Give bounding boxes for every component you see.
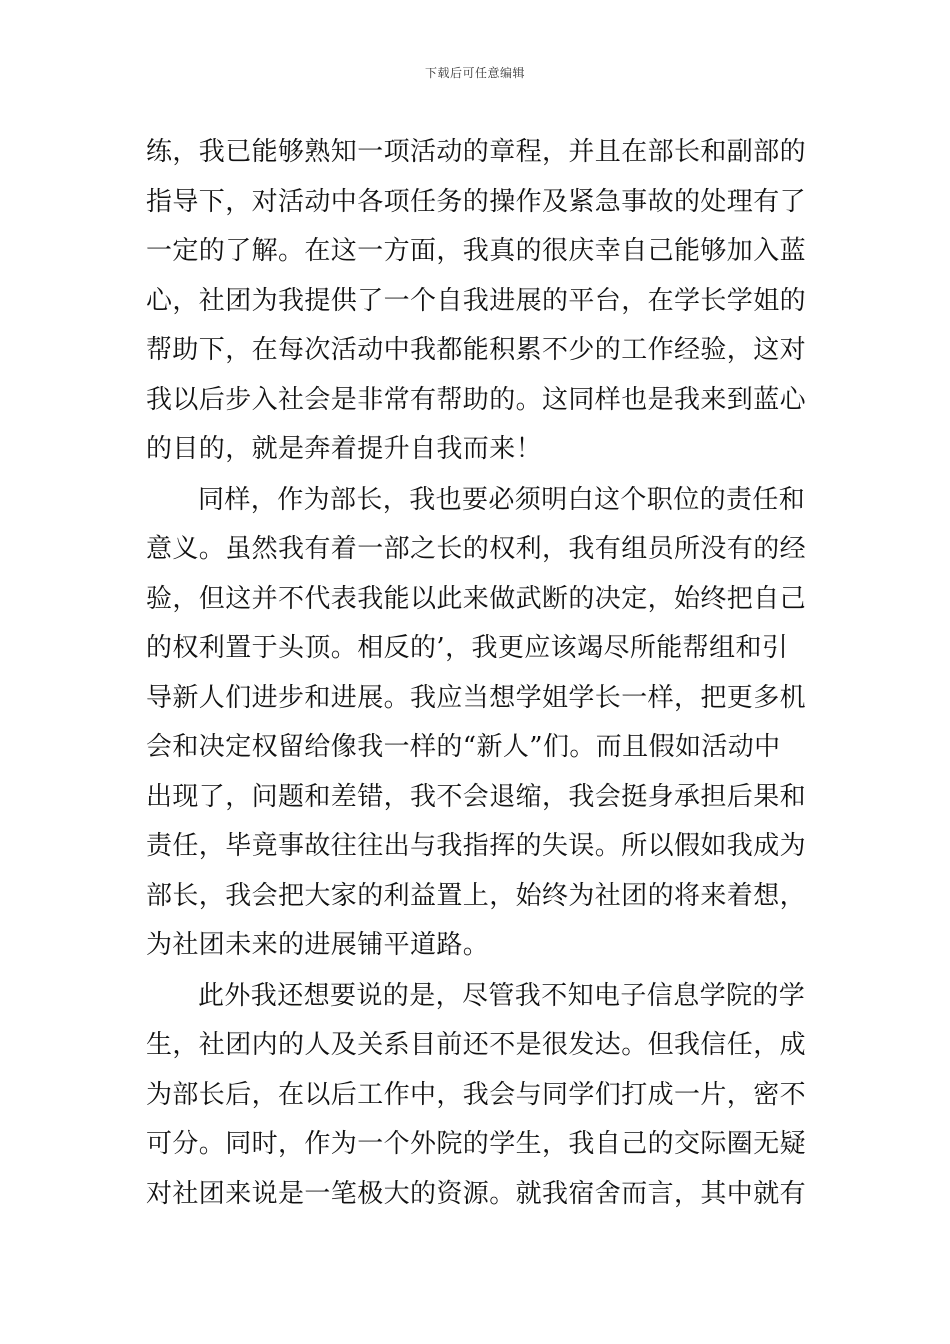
text-line: 意义。虽然我有着一部之长的权利，我有组员所没有的经 bbox=[146, 534, 807, 564]
page-header-note: 下载后可任意编辑 bbox=[424, 66, 525, 80]
text-line: 我以后步入社会是非常有帮助的。这同样也是我来到蓝心 bbox=[146, 384, 807, 415]
text-line: 指导下，对活动中各项任务的操作及紧急事故的处理有了 bbox=[146, 186, 807, 217]
text-line: 练，我已能够熟知一项活动的章程，并且在部长和副部的 bbox=[146, 137, 807, 167]
text-line: 为部长后，在以后工作中，我会与同学们打成一片，密不 bbox=[146, 1079, 807, 1110]
text-line: 的目的，就是奔着提升自我而来！ bbox=[146, 434, 543, 464]
paragraph bbox=[146, 972, 810, 1220]
text-line: 同样，作为部长，我也要必须明白这个职位的责任和 bbox=[198, 484, 806, 515]
paragraph bbox=[146, 128, 810, 475]
text-line: 为社团未来的进展铺平道路。 bbox=[146, 930, 490, 960]
paragraph bbox=[146, 476, 810, 971]
text-line: 帮助下，在每次活动中我都能积累不少的工作经验，这对 bbox=[146, 335, 807, 365]
text-line: 此外我还想要说的是，尽管我不知电子信息学院的学 bbox=[198, 980, 806, 1011]
text-line: 导新人们进步和进展。我应当想学姐学长一样，把更多机 bbox=[146, 682, 807, 713]
text-line: 可分。同时，作为一个外院的学生，我自己的交际圈无疑 bbox=[146, 1129, 807, 1159]
text-line: 会和决定权留给像我一样的“新人”们。而且假如活动中 bbox=[146, 732, 781, 762]
document-body bbox=[146, 128, 810, 1219]
text-line: 验，但这并不代表我能以此来做武断的决定，始终把自己 bbox=[146, 583, 807, 614]
text-line: 责任，毕竟事故往往出与我指挥的失误。所以假如我成为 bbox=[146, 831, 807, 861]
text-line: 对社团来说是一笔极大的资源。就我宿舍而言，其中就有 bbox=[146, 1178, 807, 1209]
text-line: 的权利置于头顶。相反的’，我更应该竭尽所能帮组和引 bbox=[146, 633, 789, 663]
text-line: 部长，我会把大家的利益置上，始终为社团的将来着想， bbox=[146, 880, 807, 911]
text-line: 一定的了解。在这一方面，我真的很庆幸自己能够加入蓝 bbox=[146, 236, 807, 266]
text-line: 出现了，问题和差错，我不会退缩，我会挺身承担后果和 bbox=[146, 781, 807, 812]
text-line: 生，社团内的人及关系目前还不是很发达。但我信任，成 bbox=[146, 1030, 807, 1060]
text-line: 心，社团为我提供了一个自我进展的平台，在学长学姐的 bbox=[146, 285, 807, 316]
